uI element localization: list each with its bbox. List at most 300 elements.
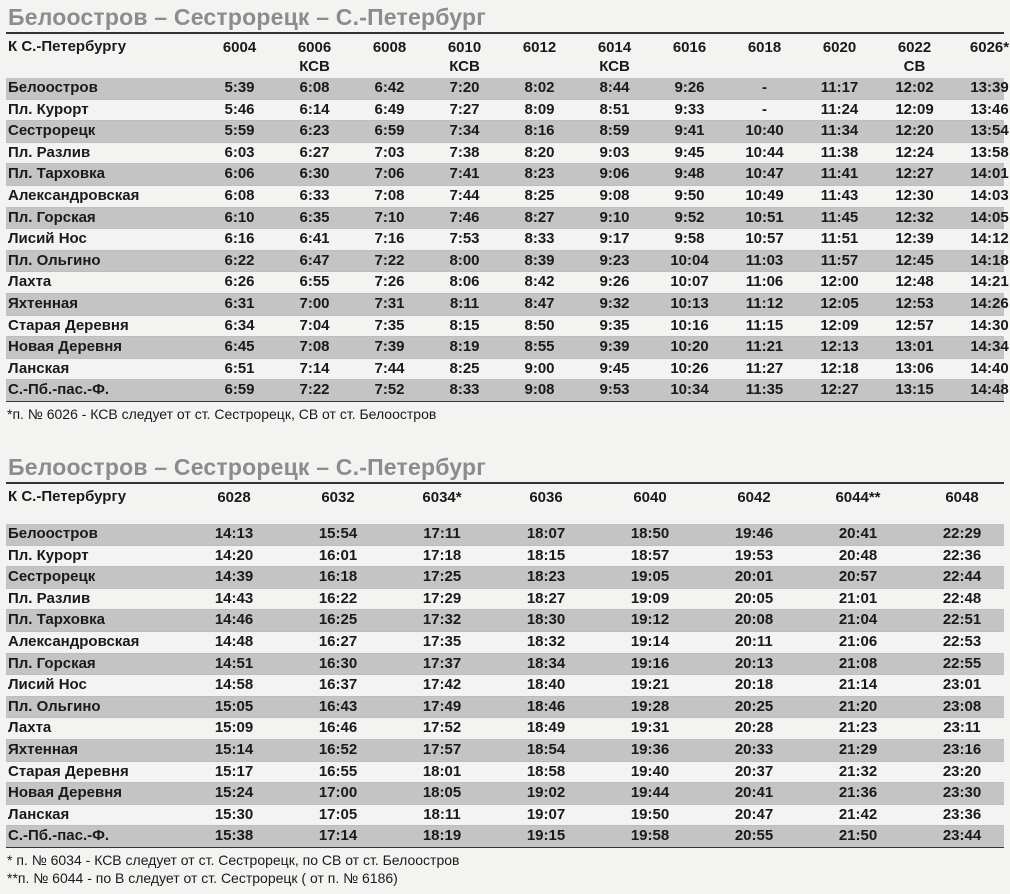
time-cell: 14:51 <box>214 654 254 672</box>
train-number: 6044** <box>835 489 881 506</box>
time-cell: 12:27 <box>895 165 934 183</box>
table-row <box>6 589 1004 611</box>
time-cell: 17:18 <box>422 546 462 564</box>
time-cell: 6:26 <box>224 273 255 291</box>
time-cell: 6:51 <box>224 359 255 377</box>
time-cell: 18:01 <box>422 762 462 780</box>
train-number: 6048 <box>945 489 979 506</box>
time-cell: 6:45 <box>224 338 255 356</box>
time-cell: 7:14 <box>299 359 330 377</box>
time-cell: 18:30 <box>526 611 566 629</box>
time-cell: 17:49 <box>422 697 462 715</box>
time-cell: 7:03 <box>374 143 405 161</box>
station-name: Лисий Нос <box>8 230 87 248</box>
station-name: Пл. Горская <box>8 208 96 226</box>
station-name: Пл. Ольгино <box>8 251 101 269</box>
train-number-header <box>427 38 502 76</box>
time-cell: 23:08 <box>942 697 982 715</box>
time-cell: 6:23 <box>299 122 330 140</box>
section-title: Белоостров – Сестрорецк – С.-Петербург <box>8 454 487 480</box>
time-cell: 12:48 <box>895 273 934 291</box>
time-cell: 23:16 <box>942 740 982 758</box>
train-note: КСВ <box>449 58 480 75</box>
time-cell: 12:53 <box>895 294 934 312</box>
time-cell: 11:34 <box>820 122 859 140</box>
timetable-rows <box>6 524 1004 848</box>
time-cell: 12:39 <box>895 230 934 248</box>
train-number-header <box>286 488 390 507</box>
time-cell: 15:17 <box>214 762 254 780</box>
train-number-header <box>802 38 877 57</box>
train-number-header <box>390 488 494 507</box>
time-cell: 8:23 <box>524 165 555 183</box>
time-cell: 8:25 <box>524 186 555 204</box>
time-cell: 20:41 <box>734 784 774 802</box>
time-cell: 12:32 <box>895 208 934 226</box>
time-cell: 6:31 <box>224 294 255 312</box>
time-cell: 16:37 <box>318 676 358 694</box>
time-cell: 6:14 <box>299 100 330 118</box>
table-row <box>6 826 1004 847</box>
time-cell: 9:39 <box>599 338 630 356</box>
time-cell: 11:12 <box>745 294 784 312</box>
train-number: 6016 <box>672 39 707 56</box>
time-cell: 19:40 <box>630 762 670 780</box>
time-cell: 9:32 <box>599 294 630 312</box>
time-cell: 22:48 <box>942 589 982 607</box>
time-cell: 16:01 <box>318 546 358 564</box>
time-cell: - <box>762 79 767 96</box>
time-cell: 21:04 <box>838 611 878 629</box>
time-cell: 19:21 <box>630 676 670 694</box>
time-cell: 23:36 <box>942 805 982 823</box>
table-row <box>6 740 1004 762</box>
time-cell: 23:11 <box>943 719 981 737</box>
time-cell: 21:23 <box>838 719 878 737</box>
train-number-header <box>577 38 652 76</box>
time-cell: 14:01 <box>970 165 1009 183</box>
time-cell: 19:46 <box>734 525 774 542</box>
train-note: КСВ <box>599 58 630 75</box>
time-cell: 9:26 <box>599 273 630 291</box>
time-cell: 22:44 <box>942 568 982 586</box>
timetable-section-1 <box>6 2 1010 423</box>
time-cell: 9:17 <box>599 230 630 248</box>
time-cell: 6:59 <box>224 381 255 399</box>
time-cell: 8:27 <box>524 208 555 226</box>
station-name: Яхтенная <box>8 740 79 758</box>
time-cell: 19:44 <box>630 784 670 802</box>
time-cell: 20:37 <box>734 762 774 780</box>
time-cell: 12:20 <box>895 122 934 140</box>
time-cell: 9:58 <box>674 230 705 248</box>
time-cell: 19:16 <box>630 654 670 672</box>
time-cell: 16:55 <box>318 762 358 780</box>
time-cell: 8:06 <box>449 273 480 291</box>
time-cell: 12:30 <box>895 186 934 204</box>
station-name: Старая Деревня <box>8 762 129 780</box>
time-cell: 18:23 <box>526 568 566 586</box>
station-name: С.-Пб.-пас.-Ф. <box>8 827 110 845</box>
table-row <box>6 675 1004 697</box>
train-number-header <box>806 488 910 507</box>
time-cell: 14:39 <box>214 568 254 586</box>
station-name: Пл. Разлив <box>8 143 91 161</box>
station-name: Старая Деревня <box>8 316 129 334</box>
time-cell: 16:46 <box>318 719 358 737</box>
time-cell: 6:06 <box>224 165 255 183</box>
time-cell: 19:07 <box>526 805 566 823</box>
time-cell: 18:49 <box>526 719 566 737</box>
train-number-header <box>598 488 702 507</box>
time-cell: 14:48 <box>970 381 1009 399</box>
time-cell: 17:52 <box>422 719 462 737</box>
time-cell: 8:51 <box>599 100 630 118</box>
time-cell: 6:47 <box>299 251 330 269</box>
time-cell: 17:05 <box>318 805 358 823</box>
time-cell: 6:33 <box>299 186 330 204</box>
time-cell: 14:26 <box>970 294 1009 312</box>
station-name: Пл. Тарховка <box>8 611 105 629</box>
direction-label: К С.-Петербургу <box>8 38 127 55</box>
time-cell: 17:35 <box>422 632 462 650</box>
time-cell: 9:06 <box>599 165 630 183</box>
time-cell: 9:48 <box>674 165 705 183</box>
table-row <box>6 294 1009 316</box>
time-cell: 20:57 <box>838 568 878 586</box>
time-cell: 7:53 <box>449 230 480 248</box>
time-cell: 18:05 <box>422 784 462 802</box>
time-cell: 10:26 <box>670 359 709 377</box>
time-cell: 6:22 <box>224 251 255 269</box>
table-row <box>6 78 1009 100</box>
table-row <box>6 567 1004 589</box>
table-row <box>6 229 1009 251</box>
time-cell: 13:06 <box>895 359 934 377</box>
timetable-section-2 <box>6 452 1004 887</box>
time-cell: 19:36 <box>630 740 670 758</box>
time-cell: 6:10 <box>224 208 255 226</box>
time-cell: 14:21 <box>970 273 1009 291</box>
footnotes <box>6 405 1004 423</box>
time-cell: 19:28 <box>630 697 670 715</box>
time-cell: 13:15 <box>895 381 934 399</box>
time-cell: 19:58 <box>630 827 670 845</box>
time-cell: 9:53 <box>599 381 630 399</box>
time-cell: 15:14 <box>214 740 254 758</box>
time-cell: 9:35 <box>599 316 630 334</box>
time-cell: 8:55 <box>524 338 555 356</box>
time-cell: 18:54 <box>526 740 566 758</box>
time-cell: 18:57 <box>630 546 670 564</box>
time-cell: 21:01 <box>838 589 878 607</box>
time-cell: 11:06 <box>745 273 784 291</box>
time-cell: 11:45 <box>820 208 859 226</box>
time-cell: 22:29 <box>942 525 982 542</box>
station-name: Пл. Горская <box>8 654 96 672</box>
time-cell: 7:35 <box>374 316 405 334</box>
time-cell: 18:40 <box>526 676 566 694</box>
time-cell: 16:22 <box>318 589 358 607</box>
time-cell: 7:27 <box>449 100 480 118</box>
train-number-header <box>202 38 277 57</box>
train-number: 6004 <box>222 39 257 56</box>
time-cell: 14:40 <box>970 359 1009 377</box>
time-cell: 21:36 <box>838 784 878 802</box>
train-number-header <box>702 488 806 507</box>
time-cell: 14:05 <box>970 208 1009 226</box>
time-cell: 17:25 <box>422 568 462 586</box>
time-cell: 8:50 <box>524 316 555 334</box>
station-name: Александровская <box>8 632 140 650</box>
time-cell: 17:32 <box>422 611 462 629</box>
time-cell: 16:43 <box>318 697 358 715</box>
time-cell: 9:45 <box>599 359 630 377</box>
table-row <box>6 208 1009 230</box>
time-cell: 20:18 <box>734 676 774 694</box>
time-cell: 7:08 <box>374 186 405 204</box>
time-cell: 20:08 <box>734 611 774 629</box>
time-cell: 8:16 <box>524 122 555 140</box>
time-cell: 23:44 <box>942 827 982 845</box>
table-row <box>6 337 1009 359</box>
time-cell: 8:33 <box>524 230 555 248</box>
time-cell: 8:09 <box>524 100 555 118</box>
time-cell: - <box>762 100 767 118</box>
table-row <box>6 610 1004 632</box>
time-cell: 16:30 <box>318 654 358 672</box>
time-cell: 9:23 <box>599 251 630 269</box>
station-name: Пл. Тарховка <box>8 165 105 183</box>
time-cell: 21:08 <box>838 654 878 672</box>
train-number: 6014 <box>597 39 632 56</box>
table-row <box>6 697 1004 719</box>
time-cell: 8:39 <box>524 251 555 269</box>
time-cell: 6:27 <box>299 143 330 161</box>
table-row <box>6 805 1004 827</box>
table-row <box>6 359 1009 381</box>
time-cell: 21:06 <box>838 632 878 650</box>
time-cell: 12:57 <box>895 316 934 334</box>
train-number: 6008 <box>372 39 407 56</box>
time-cell: 10:51 <box>745 208 784 226</box>
time-cell: 17:57 <box>422 740 462 758</box>
time-cell: 18:50 <box>630 525 670 542</box>
train-number-header <box>727 38 802 57</box>
station-name: Пл. Ольгино <box>8 697 101 715</box>
time-cell: 7:16 <box>374 230 405 248</box>
time-cell: 19:14 <box>630 632 670 650</box>
time-cell: 11:57 <box>820 251 859 269</box>
train-number: 6032 <box>321 489 355 506</box>
time-cell: 11:38 <box>820 143 859 161</box>
time-cell: 14:30 <box>970 316 1009 334</box>
time-cell: 14:46 <box>214 611 254 629</box>
time-cell: 9:08 <box>599 186 630 204</box>
time-cell: 10:49 <box>745 186 784 204</box>
time-cell: 21:50 <box>838 827 878 845</box>
train-number: 6006 <box>297 39 332 56</box>
time-cell: 7:34 <box>449 122 480 140</box>
time-cell: 10:44 <box>745 143 784 161</box>
time-cell: 11:21 <box>745 338 784 356</box>
time-cell: 6:34 <box>224 316 255 334</box>
time-cell: 18:07 <box>526 525 566 542</box>
train-number: 6036 <box>529 489 563 506</box>
time-cell: 16:27 <box>318 632 358 650</box>
station-name: Лахта <box>8 719 52 737</box>
station-name: Александровская <box>8 186 140 204</box>
time-cell: 7:46 <box>449 208 480 226</box>
time-cell: 6:49 <box>374 100 405 118</box>
time-cell: 13:58 <box>970 143 1009 161</box>
time-cell: 5:39 <box>224 79 255 96</box>
time-cell: 11:27 <box>745 359 784 377</box>
time-cell: 7:22 <box>299 381 330 399</box>
time-cell: 11:03 <box>745 251 784 269</box>
station-name: Лисий Нос <box>8 676 87 694</box>
time-cell: 7:04 <box>299 316 330 334</box>
time-cell: 7:31 <box>374 294 405 312</box>
time-cell: 9:50 <box>674 186 705 204</box>
time-cell: 19:05 <box>630 568 670 586</box>
train-number-header <box>877 38 952 76</box>
time-cell: 7:38 <box>449 143 480 161</box>
train-number-header <box>494 488 598 507</box>
footnote: * п. № 6034 - КСВ следует от ст. Сестрорецк, по СВ от ст. Белоостров <box>7 851 460 868</box>
time-cell: 18:46 <box>526 697 566 715</box>
time-cell: 20:28 <box>734 719 774 737</box>
table-row <box>6 546 1004 568</box>
train-number: 6018 <box>747 39 782 56</box>
time-cell: 14:58 <box>214 676 254 694</box>
time-cell: 6:16 <box>224 230 255 248</box>
time-cell: 9:26 <box>674 79 705 96</box>
time-cell: 20:47 <box>734 805 774 823</box>
time-cell: 13:39 <box>970 79 1009 96</box>
time-cell: 17:14 <box>318 827 358 845</box>
time-cell: 14:03 <box>970 186 1009 204</box>
table-row <box>6 718 1004 740</box>
time-cell: 6:08 <box>299 79 330 96</box>
table-row <box>6 186 1009 208</box>
time-cell: 20:05 <box>734 589 774 607</box>
time-cell: 14:34 <box>970 338 1009 356</box>
train-number: 6010 <box>447 39 482 56</box>
time-cell: 23:30 <box>942 784 982 802</box>
time-cell: 12:05 <box>820 294 859 312</box>
time-cell: 11:41 <box>820 165 859 183</box>
time-cell: 6:55 <box>299 273 330 291</box>
time-cell: 21:20 <box>838 697 878 715</box>
time-cell: 7:22 <box>374 251 405 269</box>
time-cell: 9:41 <box>674 122 705 140</box>
time-cell: 20:25 <box>734 697 774 715</box>
time-cell: 6:30 <box>299 165 330 183</box>
time-cell: 10:57 <box>745 230 784 248</box>
train-number-header <box>182 488 286 507</box>
time-cell: 10:16 <box>670 316 709 334</box>
time-cell: 19:53 <box>734 546 774 564</box>
time-cell: 9:52 <box>674 208 705 226</box>
time-cell: 23:20 <box>942 762 982 780</box>
time-cell: 8:02 <box>524 79 555 96</box>
station-name: Пл. Курорт <box>8 546 89 564</box>
table-row <box>6 164 1009 186</box>
time-cell: 6:41 <box>299 230 330 248</box>
time-cell: 7:39 <box>374 338 405 356</box>
train-number: 6012 <box>522 39 557 56</box>
time-cell: 16:25 <box>318 611 358 629</box>
station-name: Белоостров <box>8 79 98 96</box>
station-name: Лахта <box>8 273 52 291</box>
time-cell: 12:13 <box>820 338 859 356</box>
direction-label: К С.-Петербургу <box>8 488 127 505</box>
time-cell: 12:09 <box>820 316 859 334</box>
train-number: 6042 <box>737 489 771 506</box>
time-cell: 8:47 <box>524 294 555 312</box>
time-cell: 7:10 <box>374 208 405 226</box>
time-cell: 11:51 <box>820 230 859 248</box>
time-cell: 10:13 <box>670 294 709 312</box>
train-number-header <box>910 488 1010 507</box>
time-cell: 7:00 <box>299 294 330 312</box>
time-cell: 12:45 <box>895 251 934 269</box>
table-row <box>6 272 1009 294</box>
table-row <box>6 654 1004 676</box>
station-name: Пл. Курорт <box>8 100 89 118</box>
time-cell: 13:46 <box>970 100 1009 118</box>
station-name: Сестрорецк <box>8 568 96 586</box>
section-title: Белоостров – Сестрорецк – С.-Петербург <box>8 4 487 30</box>
time-cell: 20:48 <box>838 546 878 564</box>
time-cell: 21:32 <box>838 762 878 780</box>
station-name: Белоостров <box>8 525 98 542</box>
time-cell: 6:08 <box>224 186 255 204</box>
table-row <box>6 251 1009 273</box>
time-cell: 16:18 <box>318 568 358 586</box>
station-name: Пл. Разлив <box>8 589 91 607</box>
time-cell: 15:09 <box>214 719 254 737</box>
time-cell: 12:00 <box>820 273 859 291</box>
time-cell: 21:29 <box>838 740 878 758</box>
train-number: 6040 <box>633 489 667 506</box>
time-cell: 6:42 <box>374 79 405 96</box>
table-row <box>6 316 1009 338</box>
time-cell: 11:24 <box>820 100 859 118</box>
time-cell: 18:32 <box>526 632 566 650</box>
time-cell: 18:27 <box>526 589 566 607</box>
footnote: *п. № 6026 - КСВ следует от ст. Сестрорецк, СВ от ст. Белоостров <box>7 405 437 422</box>
time-cell: 20:33 <box>734 740 774 758</box>
time-cell: 9:03 <box>599 143 630 161</box>
train-number: 6034* <box>422 489 462 506</box>
time-cell: 20:41 <box>838 525 878 542</box>
time-cell: 7:41 <box>449 165 480 183</box>
station-name: Ланская <box>8 359 70 377</box>
time-cell: 12:02 <box>895 79 934 96</box>
time-cell: 14:12 <box>970 230 1009 248</box>
time-cell: 10:40 <box>745 122 784 140</box>
time-cell: 5:46 <box>224 100 255 118</box>
time-cell: 8:44 <box>599 79 630 96</box>
time-cell: 9:10 <box>599 208 630 226</box>
time-cell: 6:03 <box>224 143 255 161</box>
station-name: Новая Деревня <box>8 784 123 802</box>
time-cell: 20:11 <box>735 632 773 650</box>
train-number: 6022 <box>897 39 932 56</box>
time-cell: 20:01 <box>734 568 774 586</box>
